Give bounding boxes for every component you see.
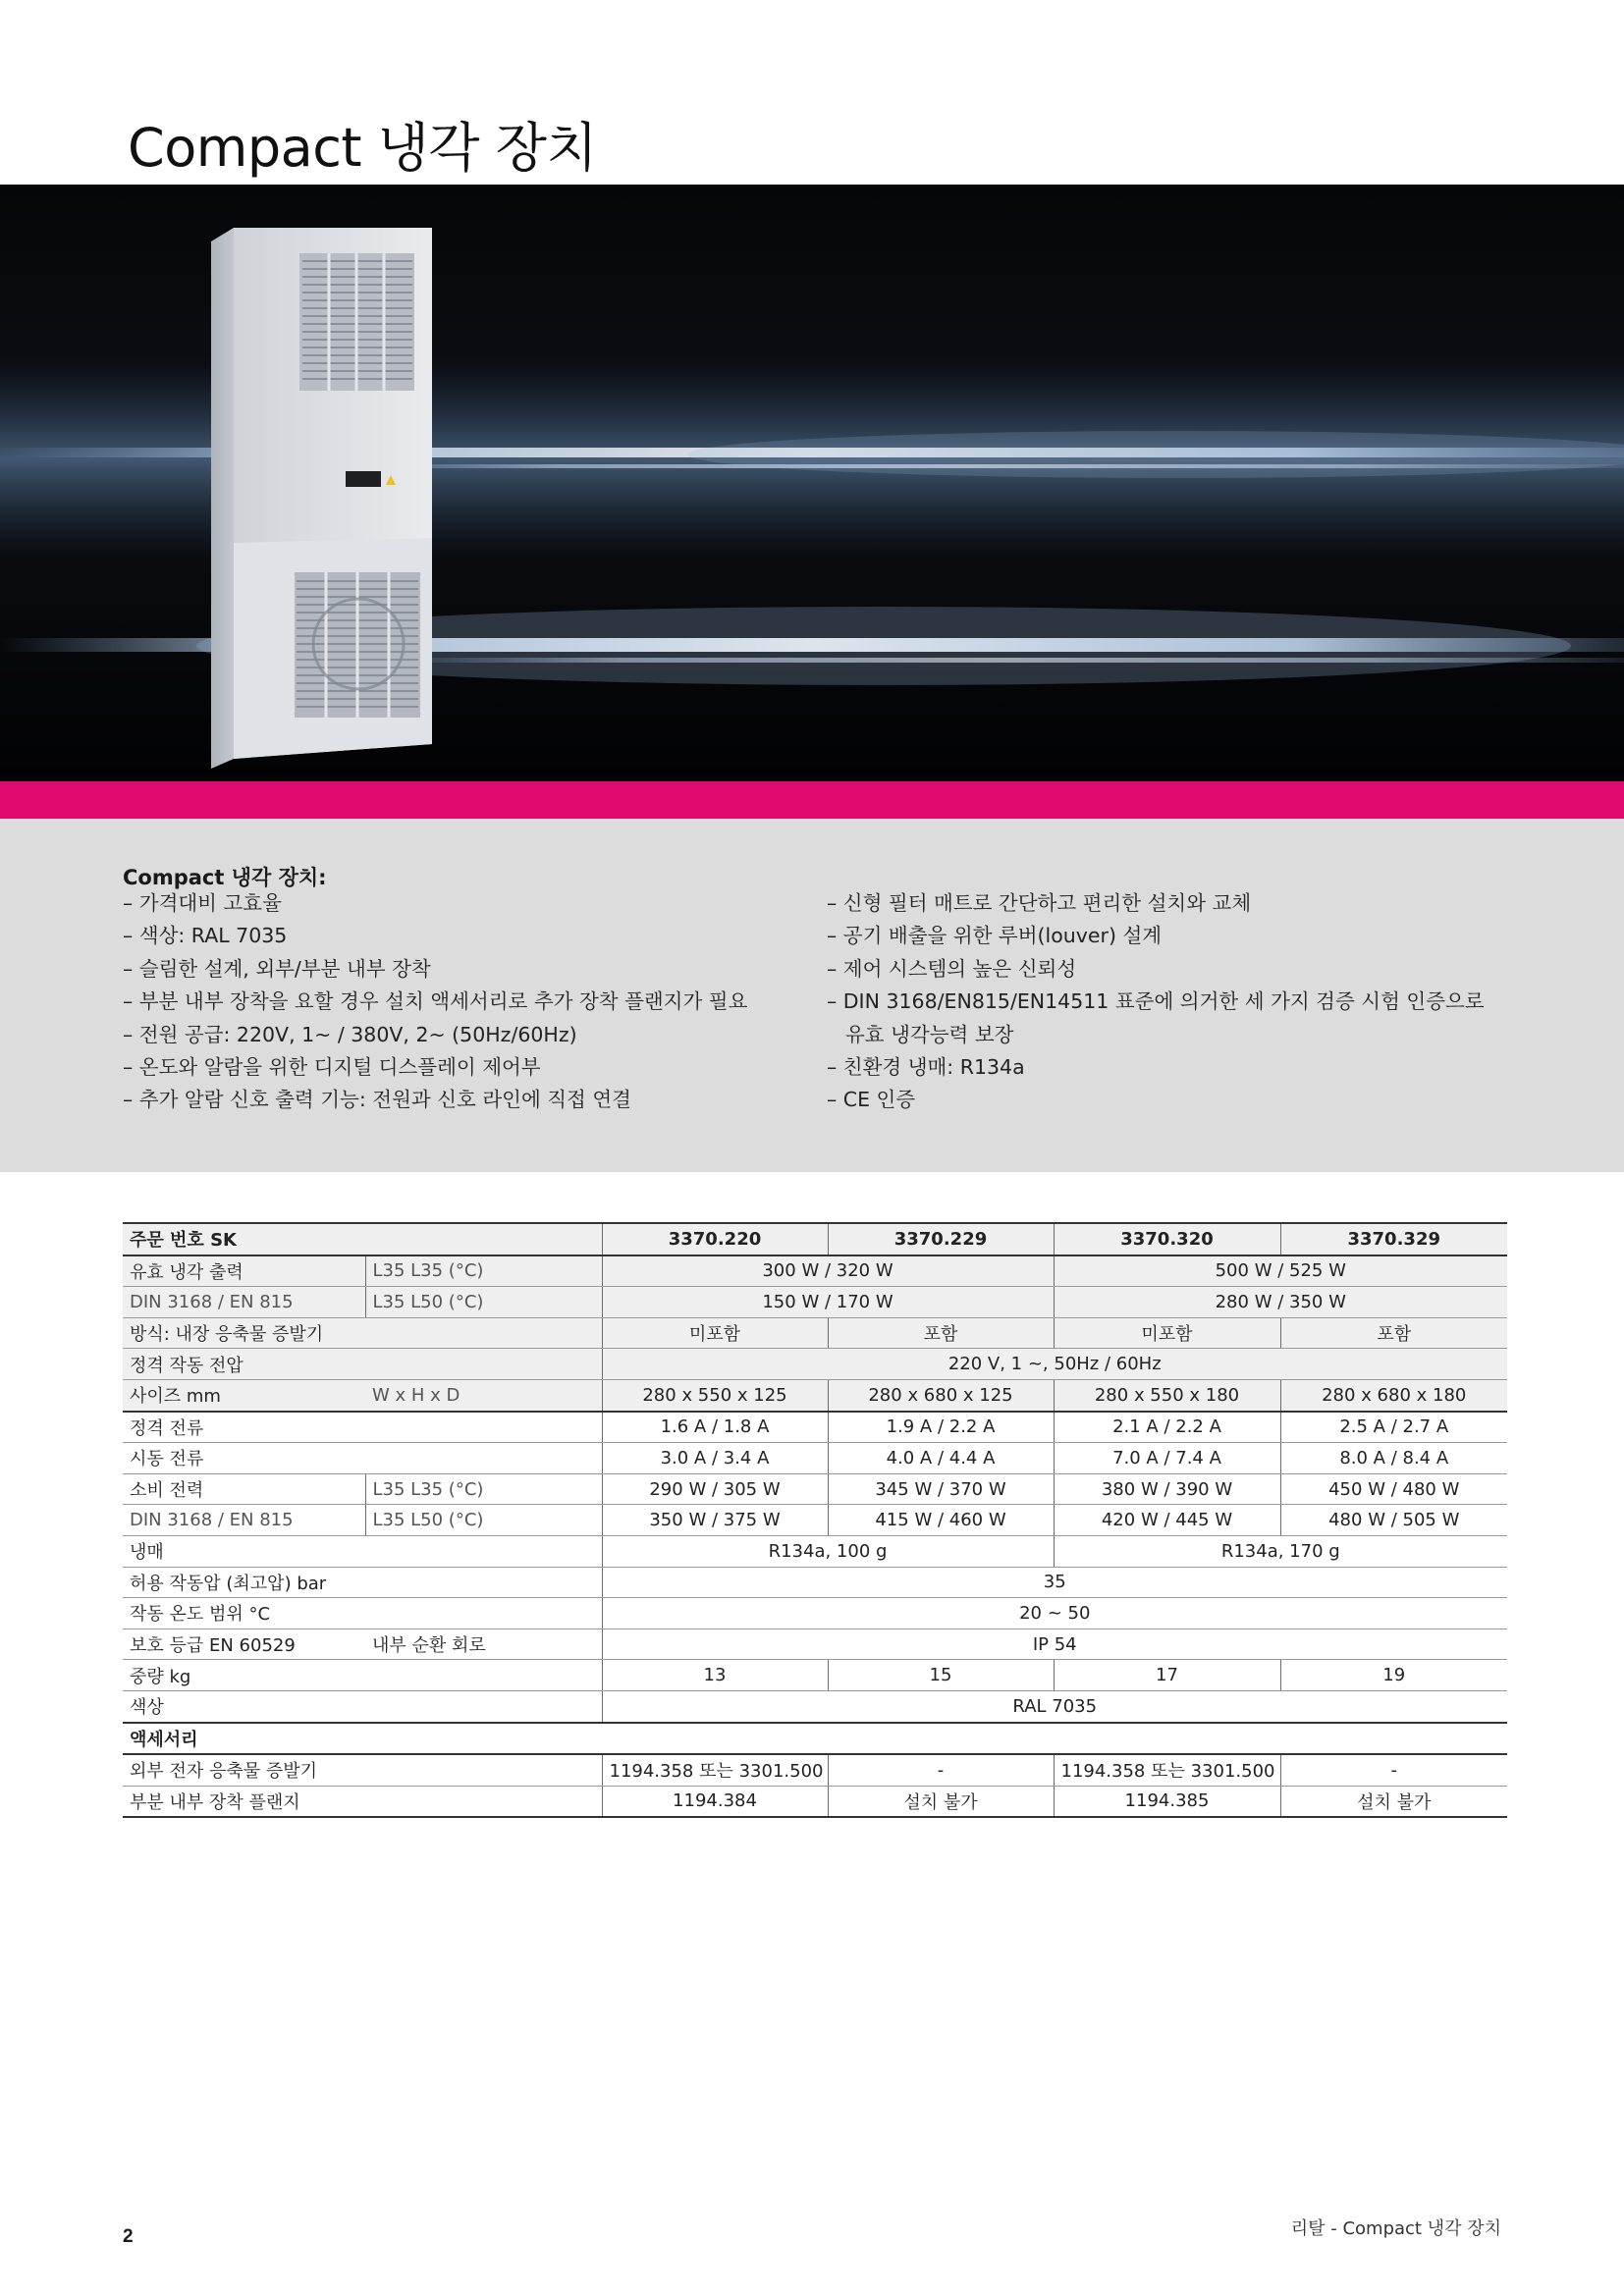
accessories-header-row	[123, 1723, 1507, 1755]
row-label: 정격 작동 전압	[123, 1349, 602, 1380]
cell: 280 W / 350 W	[1054, 1287, 1507, 1318]
table-row	[123, 1443, 1507, 1474]
table-header-row	[123, 1223, 1507, 1255]
product-photo	[0, 185, 1624, 781]
table-row	[123, 1317, 1507, 1349]
row-label: 허용 작동압 (최고압) bar	[123, 1567, 602, 1598]
features-panel	[0, 819, 1624, 1172]
cell: 380 W / 390 W	[1054, 1473, 1280, 1505]
feature-item: – 슬림한 설계, 외부/부분 내부 장착	[123, 956, 431, 981]
row-label: 시동 전류	[123, 1443, 602, 1474]
feature-item: – 부분 내부 장착을 요할 경우 설치 액세서리로 추가 장착 플랜지가 필요	[123, 989, 748, 1014]
row-label: 정격 전류	[123, 1412, 602, 1443]
row-label: 색상	[123, 1690, 602, 1722]
table-row	[123, 1660, 1507, 1691]
accent-band	[0, 781, 1624, 819]
row-label: 중량 kg	[123, 1660, 602, 1691]
table-row	[123, 1505, 1507, 1536]
row-label: 방식: 내장 응축물 증발기	[123, 1317, 602, 1349]
feature-item: – 온도와 알람을 위한 디지털 디스플레이 제어부	[123, 1055, 541, 1080]
table-row	[123, 1349, 1507, 1380]
cell: 280 x 680 x 125	[828, 1379, 1054, 1411]
table-row	[123, 1535, 1507, 1567]
cell: 415 W / 460 W	[828, 1505, 1054, 1536]
cell: 4.0 A / 4.4 A	[828, 1443, 1054, 1474]
page-title: Compact 냉각 장치	[128, 117, 598, 179]
cell: 300 W / 320 W	[602, 1255, 1054, 1287]
cell: 345 W / 370 W	[828, 1473, 1054, 1505]
row-sublabel: L35 L50 (°C)	[365, 1505, 602, 1536]
cell: 15	[828, 1660, 1054, 1691]
spec-table	[123, 1222, 1507, 1818]
cell: 2.1 A / 2.2 A	[1054, 1412, 1280, 1443]
cell: 280 x 550 x 125	[602, 1379, 828, 1411]
row-label: 보호 등급 EN 60529	[123, 1629, 365, 1660]
cell: R134a, 100 g	[602, 1535, 1054, 1567]
features-list-right	[827, 887, 1485, 1117]
row-label: 작동 온도 범위 °C	[123, 1598, 602, 1629]
cell: 290 W / 305 W	[602, 1473, 828, 1505]
cell: 설치 불가	[828, 1786, 1054, 1817]
footer-text: 리탈 - Compact 냉각 장치	[1290, 2218, 1501, 2239]
cell: 8.0 A / 8.4 A	[1280, 1443, 1507, 1474]
row-sublabel: L35 L35 (°C)	[365, 1255, 602, 1287]
row-label: 유효 냉각 출력	[123, 1255, 365, 1287]
cell: 2.5 A / 2.7 A	[1280, 1412, 1507, 1443]
cell: 450 W / 480 W	[1280, 1473, 1507, 1505]
cell: 포함	[1280, 1317, 1507, 1349]
table-row	[123, 1629, 1507, 1660]
cell: 280 x 550 x 180	[1054, 1379, 1280, 1411]
cell: 1194.358 또는 3301.500	[602, 1754, 828, 1786]
table-row	[123, 1255, 1507, 1287]
cell: 7.0 A / 7.4 A	[1054, 1443, 1280, 1474]
cell: 1194.385	[1054, 1786, 1280, 1817]
feature-item: – 제어 시스템의 높은 신뢰성	[827, 956, 1077, 981]
cell: 설치 불가	[1280, 1786, 1507, 1817]
feature-item: – 추가 알람 신호 출력 기능: 전원과 신호 라인에 직접 연결	[123, 1088, 631, 1112]
feature-item: – 공기 배출을 위한 루버(louver) 설계	[827, 924, 1163, 948]
row-sublabel: L35 L50 (°C)	[365, 1287, 602, 1318]
row-label: 냉매	[123, 1535, 602, 1567]
cell: 미포함	[1054, 1317, 1280, 1349]
cell: 19	[1280, 1660, 1507, 1691]
feature-item: – 가격대비 고효율	[123, 891, 282, 915]
cell: 17	[1054, 1660, 1280, 1691]
table-row	[123, 1379, 1507, 1411]
row-label: DIN 3168 / EN 815	[123, 1287, 365, 1318]
cell: -	[1280, 1754, 1507, 1786]
model-number: 3370.329	[1280, 1223, 1507, 1255]
feature-item: – 신형 필터 매트로 간단하고 편리한 설치와 교체	[827, 891, 1252, 915]
table-row	[123, 1567, 1507, 1598]
model-number: 3370.220	[602, 1223, 828, 1255]
table-row	[123, 1598, 1507, 1629]
table-row	[123, 1412, 1507, 1443]
table-row	[123, 1473, 1507, 1505]
cell: 1.6 A / 1.8 A	[602, 1412, 828, 1443]
cell: R134a, 170 g	[1054, 1535, 1507, 1567]
cell: 13	[602, 1660, 828, 1691]
model-number: 3370.229	[828, 1223, 1054, 1255]
row-label: 소비 전력	[123, 1473, 365, 1505]
row-label: 외부 전자 응축물 증발기	[123, 1754, 602, 1786]
cell: 1194.358 또는 3301.500	[1054, 1754, 1280, 1786]
table-row	[123, 1690, 1507, 1722]
row-sublabel: L35 L35 (°C)	[365, 1473, 602, 1505]
cell: 1194.384	[602, 1786, 828, 1817]
cell: 35	[602, 1567, 1507, 1598]
cell: 1.9 A / 2.2 A	[828, 1412, 1054, 1443]
feature-item: – CE 인증	[827, 1088, 916, 1112]
cell: 포함	[828, 1317, 1054, 1349]
cell: IP 54	[602, 1629, 1507, 1660]
feature-item: – 친환경 냉매: R134a	[827, 1055, 1025, 1080]
row-label: 부분 내부 장착 플랜지	[123, 1786, 602, 1817]
table-row	[123, 1754, 1507, 1786]
table-row	[123, 1786, 1507, 1817]
feature-item-continued: 유효 냉각능력 보장	[845, 1022, 1014, 1046]
feature-item: – 전원 공급: 220V, 1~ / 380V, 2~ (50Hz/60Hz)	[123, 1022, 577, 1046]
cell: -	[828, 1754, 1054, 1786]
model-number: 3370.320	[1054, 1223, 1280, 1255]
cell: 480 W / 505 W	[1280, 1505, 1507, 1536]
cell: 미포함	[602, 1317, 828, 1349]
cell: 220 V, 1 ~, 50Hz / 60Hz	[602, 1349, 1507, 1380]
cell: RAL 7035	[602, 1690, 1507, 1722]
features-heading: Compact 냉각 장치:	[123, 866, 327, 889]
row-sublabel: 내부 순환 회로	[365, 1629, 602, 1660]
feature-item: – DIN 3168/EN815/EN14511 표준에 의거한 세 가지 검증 시험 인증으로	[827, 989, 1485, 1014]
cell: 350 W / 375 W	[602, 1505, 828, 1536]
cell: 280 x 680 x 180	[1280, 1379, 1507, 1411]
row-label: 사이즈 mm	[123, 1379, 365, 1411]
feature-item: – 색상: RAL 7035	[123, 924, 288, 948]
cell: 500 W / 525 W	[1054, 1255, 1507, 1287]
row-label: DIN 3168 / EN 815	[123, 1505, 365, 1536]
cell: 20 ~ 50	[602, 1598, 1507, 1629]
row-sublabel: W x H x D	[365, 1379, 602, 1411]
page-number: 2	[123, 2226, 134, 2247]
cell: 3.0 A / 3.4 A	[602, 1443, 828, 1474]
features-list-left	[123, 887, 747, 1117]
cell: 150 W / 170 W	[602, 1287, 1054, 1318]
table-row	[123, 1287, 1507, 1318]
section-label: 액세서리	[123, 1723, 1507, 1755]
cell: 420 W / 445 W	[1054, 1505, 1280, 1536]
order-number-label: 주문 번호 SK	[123, 1223, 602, 1255]
